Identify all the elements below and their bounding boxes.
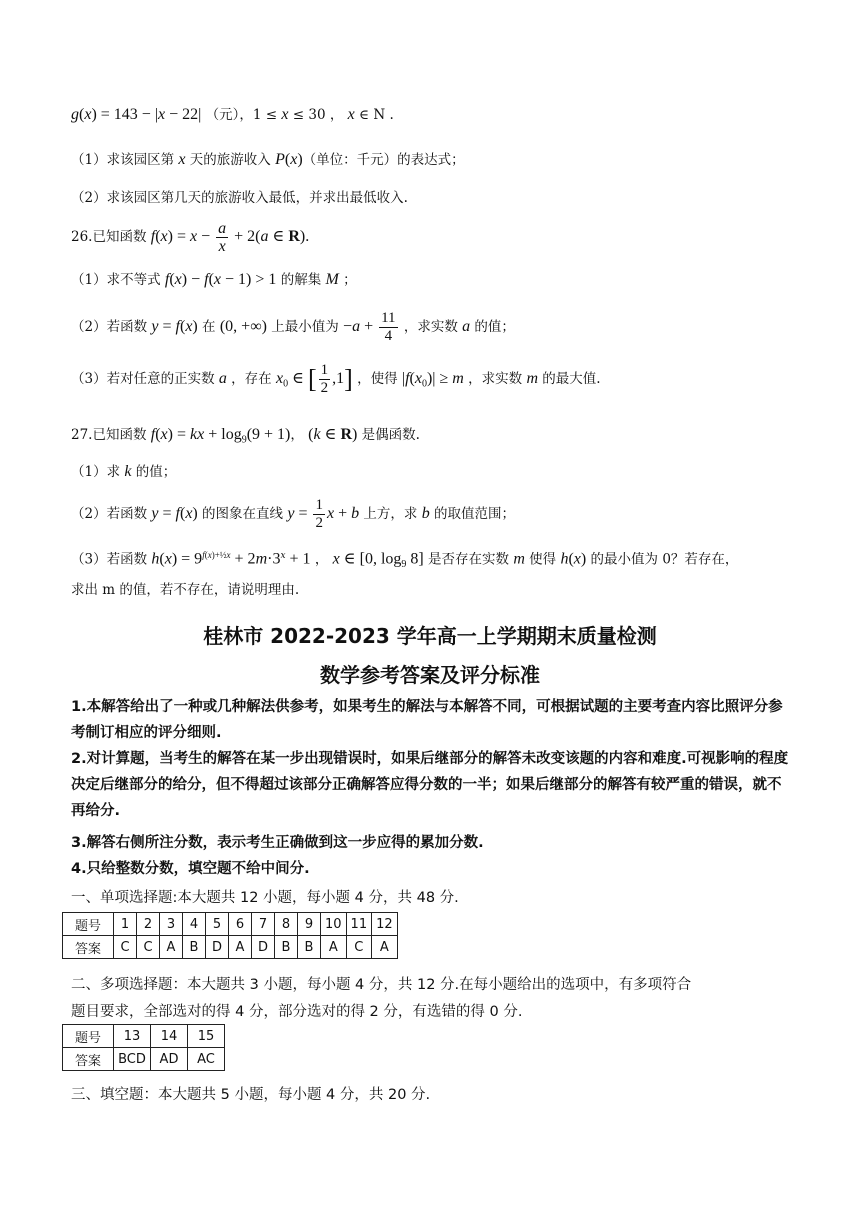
section2-numbers-cell: 15 <box>188 1025 225 1048</box>
q27-stem: 27.已知函数 f(x) = kx + $\log_9(9 + 1)$， (k ∈ R) 是偶函数. <box>71 426 420 446</box>
section2-numbers-cell: 13 <box>114 1025 151 1048</box>
table-row <box>63 1025 225 1048</box>
section1-answers-cell: A <box>160 936 183 959</box>
section1-answers-cell: C <box>346 936 372 959</box>
section1-numbers-cell: 10 <box>321 913 347 936</box>
section2-answers-cell: AC <box>188 1048 225 1071</box>
row-label-number: 题号 <box>63 913 114 936</box>
section2-answers-cell: BCD <box>114 1048 151 1071</box>
section3-heading: 三、填空题：本大题共 5 小题，每小题 4 分，共 20 分. <box>71 1087 431 1103</box>
section1-numbers-cell: 3 <box>160 913 183 936</box>
section1-numbers-cell: 8 <box>275 913 298 936</box>
section1-numbers-cell: 7 <box>252 913 275 936</box>
q25-part-2: （2）求该园区第几天的旅游收入最低，并求出最低收入. <box>71 190 408 206</box>
q26-part-3: （3）若对任意的正实数 a ，存在 $x_0$ ∈ [ $\frac{1}{2}$ ,1] ，使得 $|f(x_0)| \ge m$ ，求实数 m 的最大值. <box>71 362 601 396</box>
section2-heading-line1: 二、多项选择题：本大题共 3 小题，每小题 4 分，共 12 分.在每小题给出的选项中，有多项符合 <box>71 977 692 993</box>
note-4: 4.只给整数分数，填空题不给中间分. <box>71 861 310 877</box>
section1-numbers-cell: 5 <box>206 913 229 936</box>
note-3: 3.解答右侧所注分数，表示考生正确做到这一步应得的累加分数. <box>71 835 484 851</box>
table-row <box>63 936 398 959</box>
section1-answers-cell: A <box>321 936 347 959</box>
q27-part-3-cont: 求出 m 的值，若不存在，请说明理由. <box>71 582 300 598</box>
section1-numbers-cell: 12 <box>372 913 398 936</box>
section1-answers-cell: C <box>137 936 160 959</box>
q26-part-2: （2）若函数 y = f(x) 在 (0, +∞) 上最小值为 −a + $\frac{11}{4}$ ，求实数 a 的值； <box>71 310 515 344</box>
section1-answers-cell: D <box>206 936 229 959</box>
q27-part-1: （1）求 k 的值； <box>71 463 177 480</box>
q26-stem: 26.已知函数 f(x) = x − $\frac{a}{x}$ + 2(a ∈ R). <box>71 220 310 255</box>
section1-numbers-cell: 9 <box>298 913 321 936</box>
section1-numbers-cell: 4 <box>183 913 206 936</box>
q25-part-1: （1）求该园区第 x 天的旅游收入 P(x)（单位：千元）的表达式； <box>71 151 465 168</box>
section2-numbers-cell: 14 <box>151 1025 188 1048</box>
q27-part-2: （2）若函数 y = f(x) 的图象在直线 y = $\frac{1}{2}$ x + b 上方，求 b 的取值范围； <box>71 497 516 531</box>
section1-answers-cell: A <box>372 936 398 959</box>
row-label-number: 题号 <box>63 1025 114 1048</box>
section1-answers-cell: B <box>298 936 321 959</box>
section1-answers-cell: C <box>114 936 137 959</box>
note-1: 1.本解答给出了一种或几种解法供参考，如果考生的解法与本解答不同，可根据试题的主要考查内容比照评分参考制订相应的评分细则. <box>71 699 783 741</box>
section1-numbers-cell: 6 <box>229 913 252 936</box>
section1-numbers-cell: 2 <box>137 913 160 936</box>
section2-heading-line2: 题目要求，全部选对的得 4 分，部分选对的得 2 分，有选错的得 0 分. <box>71 1004 523 1020</box>
row-label-answer: 答案 <box>63 936 114 959</box>
section1-answers-cell: B <box>275 936 298 959</box>
q25-g-formula: g(x) = 143 − |x − 22| （元），1 ≤ x ≤ 30 ， x ∈ N . <box>71 106 394 123</box>
answer-subtitle: 数学参考答案及评分标准 <box>320 663 540 687</box>
q27-part-3: （3）若函数 $h(x) = 9^{f(x)+\frac{1}{2}x} + 2m\cdot 3^x + 1$ ， x ∈ [0, $\log_9 8$] 是否存在实数 m 使得 h(x) 的最小值为 0？若存在， <box>71 550 739 571</box>
section2-table <box>62 1024 225 1071</box>
section1-table <box>62 912 398 959</box>
section2-answers-cell: AD <box>151 1048 188 1071</box>
answer-title: 桂林市 2022-2023 学年高一上学期期末质量检测 <box>203 624 657 648</box>
table-row <box>63 913 398 936</box>
section1-answers-cell: B <box>183 936 206 959</box>
row-label-answer: 答案 <box>63 1048 114 1071</box>
section1-heading: 一、单项选择题:本大题共 12 小题，每小题 4 分，共 48 分. <box>71 890 459 906</box>
table-row <box>63 1048 225 1071</box>
section1-numbers-cell: 1 <box>114 913 137 936</box>
q26-part-1: （1）求不等式 f(x) − f(x − 1) > 1 的解集 M ； <box>71 271 357 288</box>
section1-answers-cell: D <box>252 936 275 959</box>
section1-answers-cell: A <box>229 936 252 959</box>
section1-numbers-cell: 11 <box>346 913 372 936</box>
note-2: 2.对计算题，当考生的解答在某一步出现错误时，如果后继部分的解答未改变该题的内容和难度.可视影响的程度决定后继部分的给分，但不得超过该部分正确解答应得分数的一半；如果后继部分的解答有较严重的错误，就不再给分. <box>71 751 789 819</box>
